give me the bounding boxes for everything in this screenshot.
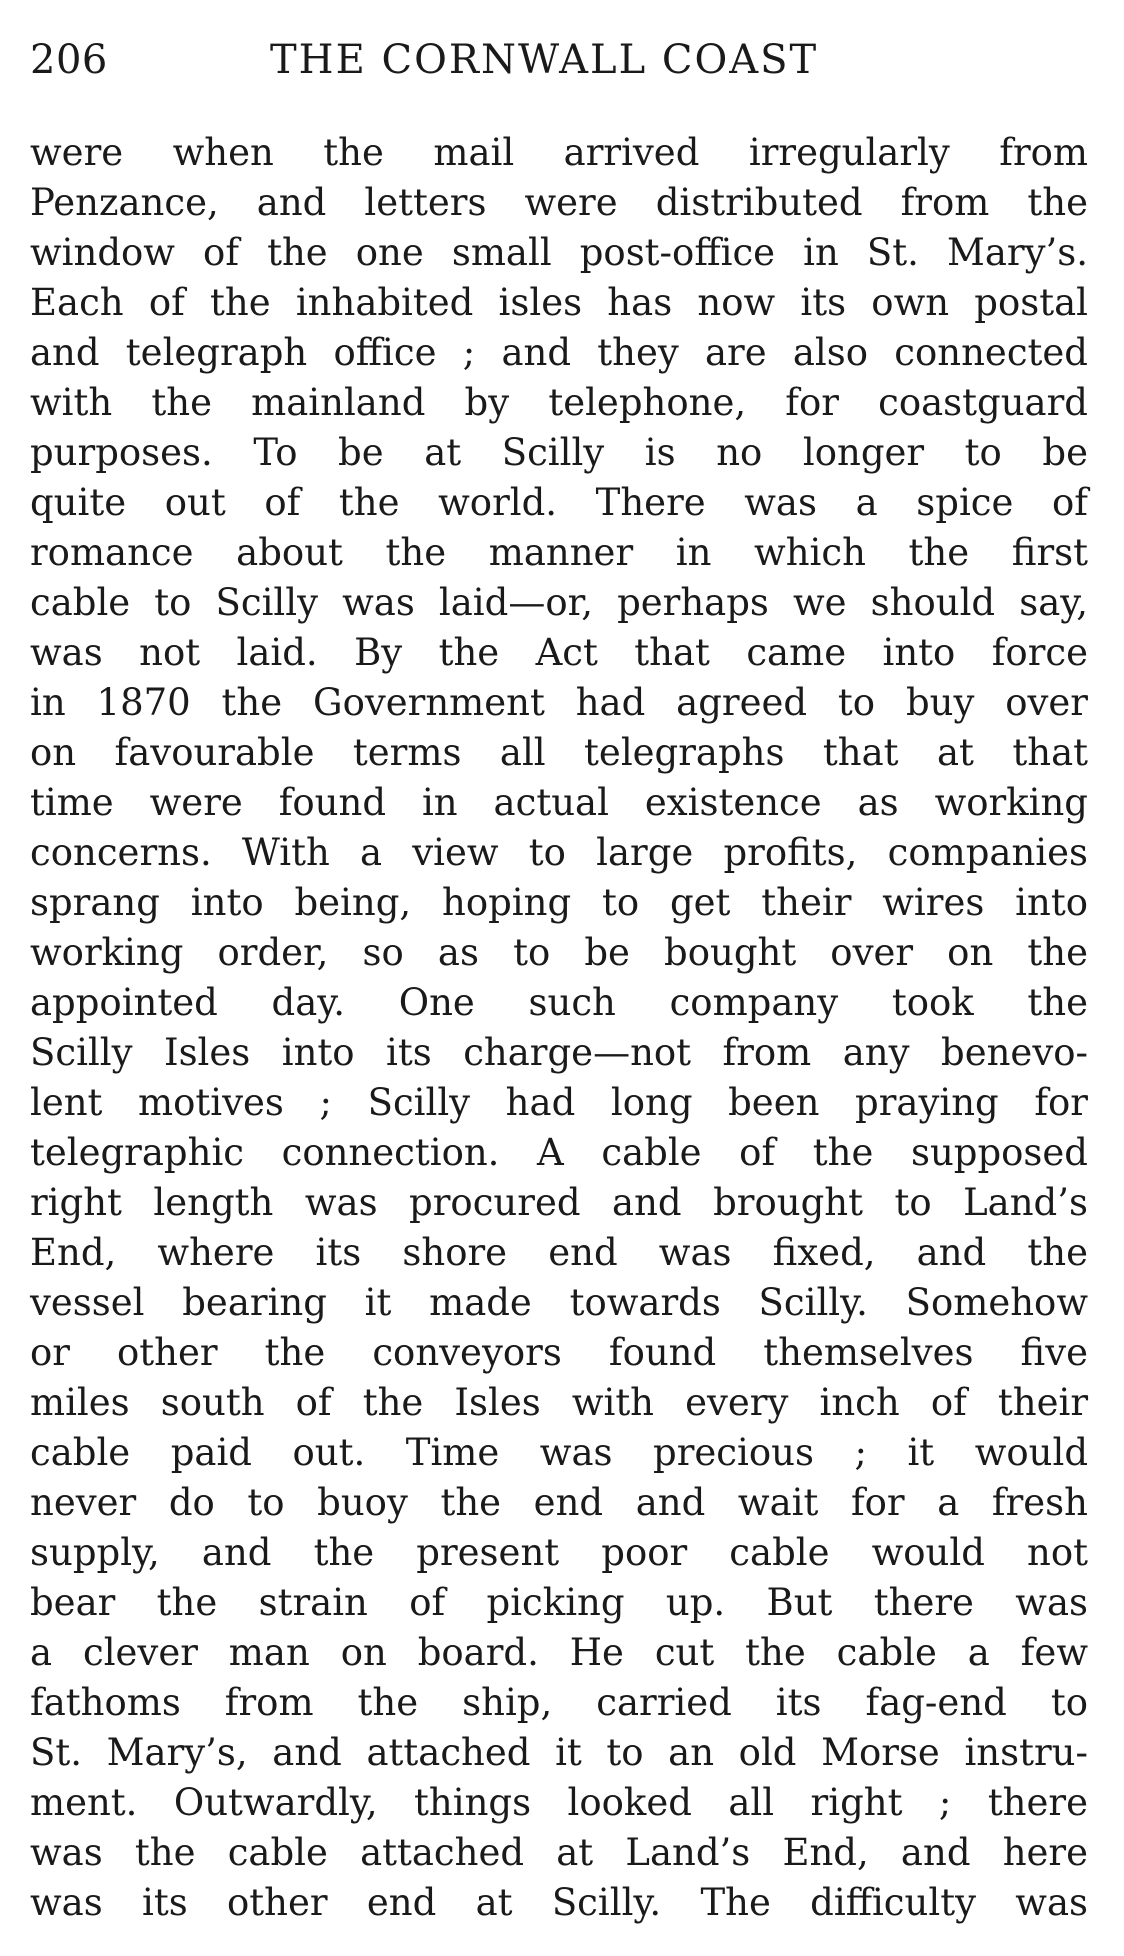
text-line: time were found in actual existence as working	[30, 781, 1088, 824]
body-text	[30, 128, 1088, 1928]
text-line: were when the mail arrived irregularly from	[30, 131, 1088, 174]
text-line: Each of the inhabited isles has now its own postal	[30, 281, 1088, 324]
text-line: never do to buoy the end and wait for a fresh	[30, 1481, 1088, 1524]
text-line: and telegraph office ; and they are also connected	[30, 331, 1088, 374]
text-line: on favourable terms all telegraphs that at that	[30, 731, 1088, 774]
text-line: quite out of the world. There was a spice of	[30, 481, 1088, 524]
text-line: telegraphic connection. A cable of the supposed	[30, 1131, 1088, 1174]
text-line: window of the one small post-office in St. Mary’s.	[30, 231, 1088, 274]
running-head	[30, 30, 1090, 90]
text-line: ment. Outwardly, things looked all right ; there	[30, 1781, 1088, 1824]
text-line: vessel bearing it made towards Scilly. Somehow	[30, 1281, 1088, 1324]
text-line: sprang into being, hoping to get their wires into	[30, 881, 1088, 924]
text-line: in 1870 the Government had agreed to buy over	[30, 681, 1088, 724]
page-number: 206	[30, 37, 108, 83]
text-line: St. Mary’s, and attached it to an old Morse instru-	[30, 1731, 1088, 1774]
running-title: THE CORNWALL COAST	[270, 37, 819, 83]
text-line: concerns. With a view to large profits, companies	[30, 831, 1088, 874]
text-line: or other the conveyors found themselves five	[30, 1331, 1088, 1374]
text-line: right length was procured and brought to Land’s	[30, 1181, 1088, 1224]
text-line: fathoms from the ship, carried its fag-end to	[30, 1681, 1088, 1724]
text-line: supply, and the present poor cable would not	[30, 1531, 1088, 1574]
text-line: appointed day. One such company took the	[30, 981, 1088, 1024]
text-line: cable to Scilly was laid—or, perhaps we should say,	[30, 581, 1088, 624]
text-line: lent motives ; Scilly had long been praying for	[30, 1081, 1088, 1124]
text-line: purposes. To be at Scilly is no longer to be	[30, 431, 1088, 474]
text-line: was its other end at Scilly. The difficulty was	[30, 1881, 1088, 1924]
text-line: was not laid. By the Act that came into force	[30, 631, 1088, 674]
text-line: End, where its shore end was fixed, and the	[30, 1231, 1088, 1274]
text-line: miles south of the Isles with every inch of their	[30, 1381, 1088, 1424]
text-line: bear the strain of picking up. But there was	[30, 1581, 1088, 1624]
text-line: cable paid out. Time was precious ; it would	[30, 1431, 1088, 1474]
text-line: Scilly Isles into its charge—not from any benevo-	[30, 1031, 1088, 1074]
text-line: a clever man on board. He cut the cable a few	[30, 1631, 1088, 1674]
text-line: was the cable attached at Land’s End, and here	[30, 1831, 1088, 1874]
text-line: romance about the manner in which the first	[30, 531, 1088, 574]
text-line: with the mainland by telephone, for coastguard	[30, 381, 1088, 424]
text-line: Penzance, and letters were distributed from the	[30, 181, 1088, 224]
text-line: working order, so as to be bought over on the	[30, 931, 1088, 974]
